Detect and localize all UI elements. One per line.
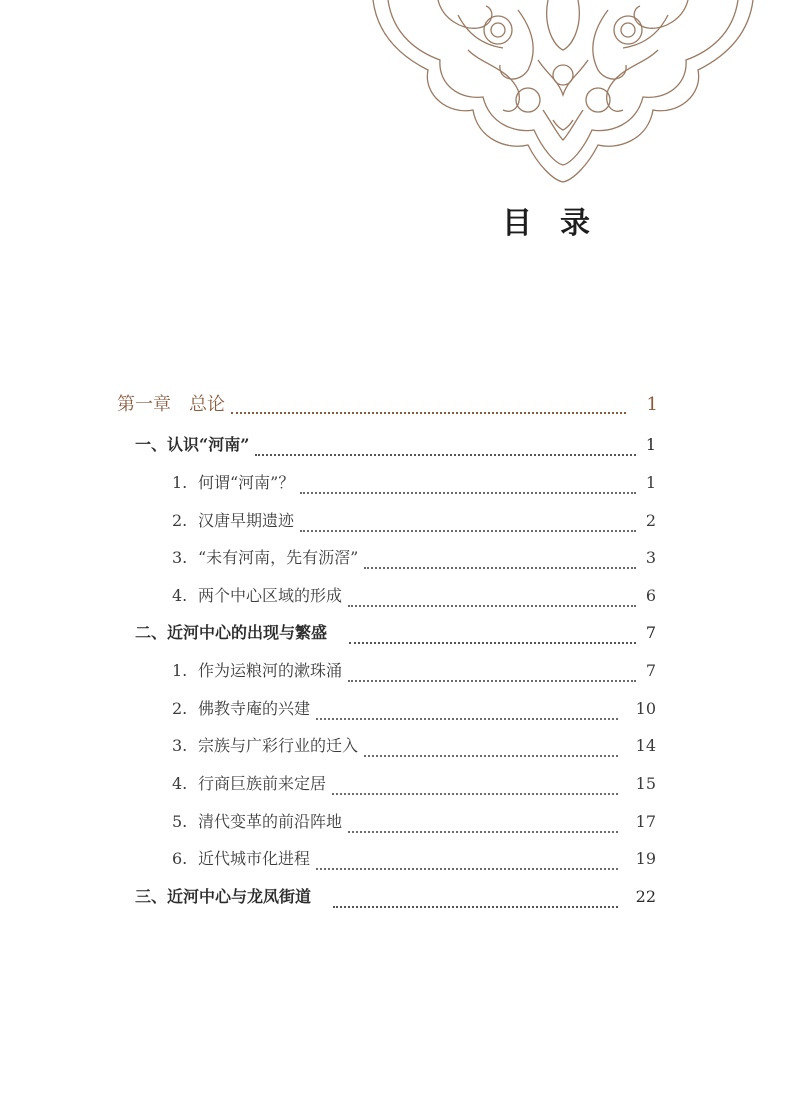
toc-item-row[interactable] [172,583,656,611]
dot-leader [255,453,636,456]
item-label: 汉唐早期遗迹 [198,511,295,530]
dot-leader [300,491,636,494]
toc-item-row[interactable] [172,733,656,761]
section-page-number: 22 [635,887,656,906]
item-number: 3. [172,736,188,755]
dot-leader [316,717,618,720]
toc-item-row[interactable] [172,809,656,837]
item-page-number: 3 [645,548,656,567]
item-label: 近代城市化进程 [198,849,311,868]
item-number: 4. [172,774,188,793]
chapter-page-number: 1 [646,394,658,415]
toc-chapter-row[interactable] [117,390,658,418]
toc-item-row[interactable] [172,470,656,498]
dot-leader [332,792,618,795]
item-number: 4. [172,586,188,605]
dot-leader [348,604,636,607]
toc-item-row[interactable] [172,696,656,724]
dot-leader [364,566,636,569]
toc-item-row[interactable] [172,658,656,686]
item-label: 作为运粮河的漱珠涌 [198,661,343,680]
toc-item-row[interactable] [172,545,656,573]
dot-leader [364,754,618,757]
section-page-number: 7 [645,623,656,642]
dot-leader [349,641,636,644]
section-label: 三、近河中心与龙凤街道 [135,887,312,906]
toc-section-row[interactable] [135,884,656,912]
item-number: 2. [172,511,188,530]
dot-leader [348,830,618,833]
item-label: 清代变革的前沿阵地 [198,812,343,831]
toc-section-row[interactable] [135,432,656,460]
item-label: 行商巨族前来定居 [198,774,327,793]
toc-item-row[interactable] [172,846,656,874]
chapter-label: 第一章 总论 [117,394,225,415]
toc-item-row[interactable] [172,508,656,536]
item-number: 6. [172,849,188,868]
item-label: 何谓“河南”？ [198,473,295,492]
dot-leader [316,867,618,870]
item-page-number: 19 [635,849,656,868]
item-page-number: 17 [635,812,656,831]
item-page-number: 6 [645,586,656,605]
section-label: 二、近河中心的出现与繁盛 [135,623,328,642]
dot-leader [333,905,618,908]
page-title: 目录 [502,206,618,241]
dot-leader [300,529,636,532]
toc-section-row[interactable] [135,620,656,648]
item-number: 1. [172,473,188,492]
section-label: 一、认识“河南” [135,435,250,454]
item-number: 1. [172,661,188,680]
toc-item-row[interactable] [172,771,656,799]
item-number: 2. [172,699,188,718]
item-number: 3. [172,548,188,567]
item-page-number: 15 [635,774,656,793]
item-page-number: 10 [635,699,656,718]
item-label: “未有河南，先有沥滘” [198,548,359,567]
item-number: 5. [172,812,188,831]
item-page-number: 2 [645,511,656,530]
item-page-number: 1 [645,473,656,492]
section-page-number: 1 [645,435,656,454]
item-label: 两个中心区域的形成 [198,586,343,605]
dot-leader [348,679,636,682]
dot-leader [231,411,626,414]
item-label: 宗族与广彩行业的迁入 [198,736,359,755]
item-page-number: 14 [635,736,656,755]
item-label: 佛教寺庵的兴建 [198,699,311,718]
item-page-number: 7 [645,661,656,680]
